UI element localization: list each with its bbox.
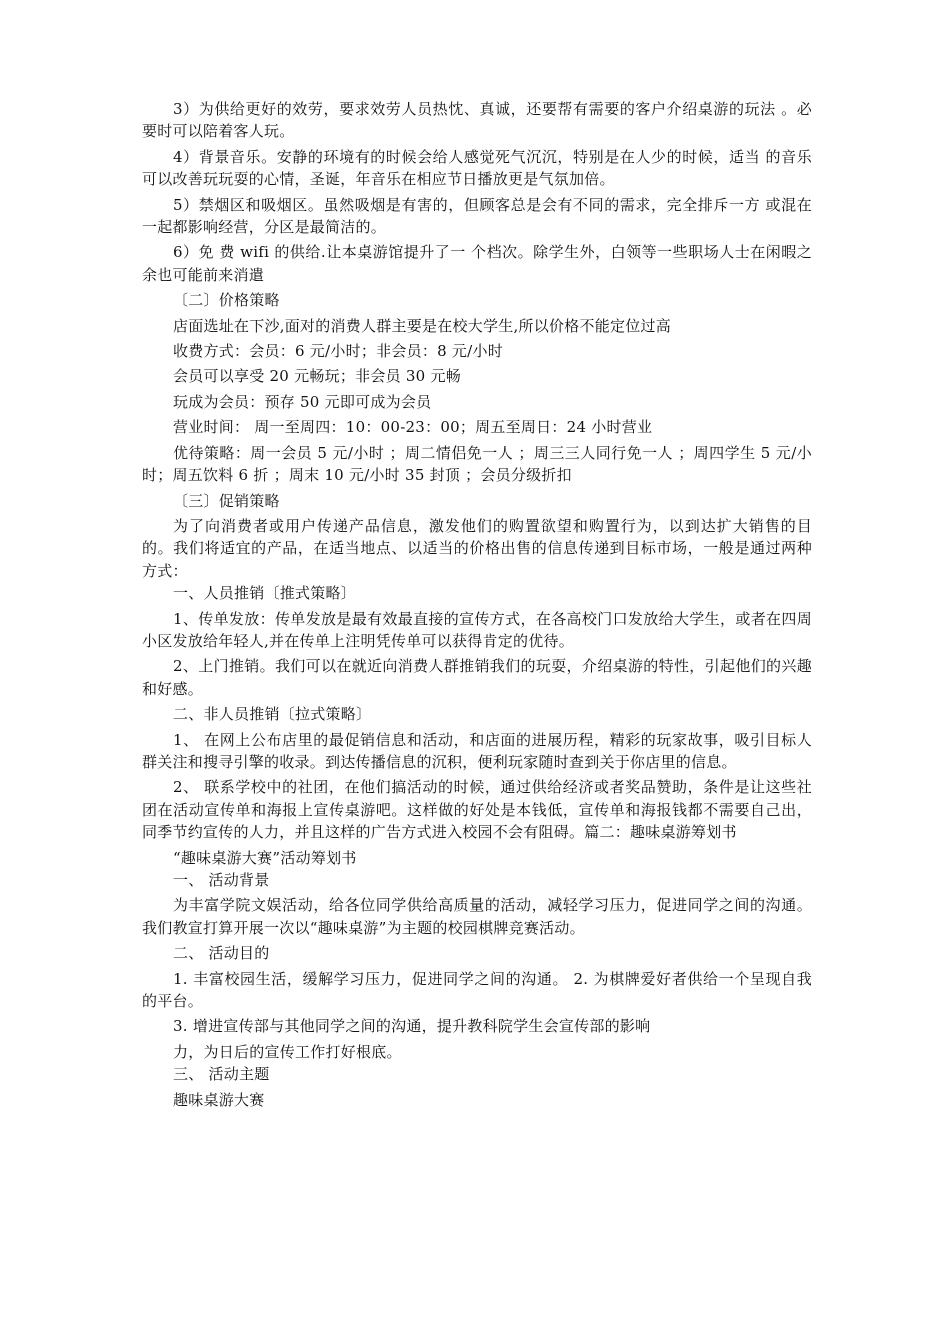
document-page: [142, 98, 812, 1111]
paragraph-purpose-3: 3. 增进宣传部与其他同学之间的沟通，提升教科院学生会宣传部的影响: [173, 1017, 651, 1036]
paragraph-door-to-door: 2、上门推销。我们可以在就近向消费人群推销我们的玩耍，介绍桌游的特性，引起他们的兴趣和好感。: [142, 657, 812, 698]
paragraph-fees: 收费方式：会员：6 元/小时；非会员：8 元/小时: [173, 342, 503, 361]
paragraph-discounts: 优待策略：周一会员 5 元/小时 ；周二情侣免一人 ；周三三人同行免一人 ；周四学生 5 元/小时；周五饮料 6 折 ；周末 10 元/小时 35 封顶 ；会员分级折扣: [142, 443, 812, 485]
paragraph-business-hours: 营业时间： 周一至周四：10：00-23：00；周五至周日：24 小时营业: [173, 418, 653, 437]
heading-non-personal-selling: 二、非人员推销〔拉式策略〕: [173, 705, 372, 724]
heading-contest-plan: “趣味桌游大赛”活动筹划书: [173, 848, 357, 867]
heading-activity-background: 一、 活动背景: [173, 871, 270, 889]
paragraph-flyers: 1、传单发放：传单发放是最有效最直接的宣传方式，在各高校门口发放给大学生，或者在四周小区发放给年轻人,并在传单上注明凭传单可以获得肯定的优待。: [142, 609, 812, 650]
paragraph-member-unlimited: 会员可以享受 20 元畅玩；非会员 30 元畅: [173, 367, 461, 386]
heading-personal-selling: 一、人员推销〔推式策略〕: [173, 584, 357, 603]
paragraph-free-wifi: 6）免 费 wifi 的供给.让本桌游馆提升了一 个档次。除学生外，白领等一些职场人士在闲暇之余也可能前来消遣: [142, 243, 812, 284]
heading-activity-theme: 三、 活动主题: [173, 1065, 270, 1084]
paragraph-purpose-1-2: 1. 丰富校园生活，缓解学习压力，促进同学之间的沟通。 2. 为棋牌爱好者供给一个呈现自我的平台。: [142, 969, 812, 1011]
heading-promotion-strategy: 〔三〕促销策略: [173, 491, 280, 510]
paragraph-smoking-zones: 5）禁烟区和吸烟区。虽然吸烟是有害的，但顾客总是会有不同的需求，完全排斥一方 或混在一起都影响经营，分区是最简洁的。: [142, 195, 812, 237]
paragraph-background-music: 4）背景音乐。安静的环境有的时候会给人感觉死气沉沉，特别是在人少的时候，适当 的音乐可以改善玩玩耍的心情，圣诞，年音乐在相应节日播放更是气氛加倍。: [142, 147, 812, 189]
paragraph-online: 1、 在网上公布店里的最促销信息和活动，和店面的进展历程，精彩的玩家故事，吸引目标人群关注和搜寻引擎的收录。到达传播信息的沉积，便利玩家随时查到关于你店里的信息。: [142, 730, 812, 771]
paragraph-activity-background: 为丰富学院文娱活动，给各位同学供给高质量的活动，减轻学习压力，促进同学之间的沟通。我们教宣打算开展一次以“趣味桌游”为主题的校园棋牌竞赛活动。: [142, 896, 812, 937]
paragraph-become-member: 玩成为会员：预存 50 元即可成为会员: [173, 392, 432, 411]
heading-price-strategy: 〔二〕价格策略: [173, 291, 280, 310]
paragraph-promotion-intro: 为了向消费者或用户传递产品信息，激发他们的购置欲望和购置行为，以到达扩大销售的目的。我们将适宜的产品，在适当地点、以适当的价格出售的信息传递到目标市场，一般是通过两种方式：: [142, 516, 812, 580]
paragraph-purpose-3-cont: 力，为日后的宣传工作打好根底。: [173, 1042, 402, 1061]
paragraph-activity-theme: 趣味桌游大赛: [173, 1090, 265, 1109]
paragraph-service: 3）为供给更好的效劳，要求效劳人员热忱、真诚，还要帮有需要的客户介绍桌游的玩法 。必要时可以陪着客人玩。: [142, 100, 812, 141]
paragraph-location: 店面选址在下沙,面对的消费人群主要是在校大学生,所以价格不能定位过高: [173, 316, 672, 335]
heading-activity-purpose: 二、 活动目的: [173, 944, 270, 963]
paragraph-student-clubs: 2、 联系学校中的社团，在他们搞活动的时候，通过供给经济或者奖品赞助，条件是让这些社团在活动宣传单和海报上宣传桌游吧。这样做的好处是本钱低，宣传单和海报钱都不需要自己出，同季节约宣传的人力，并且这样的广告方式进入校园不会有阻碍。篇二：趣味桌游筹划书: [142, 778, 812, 842]
